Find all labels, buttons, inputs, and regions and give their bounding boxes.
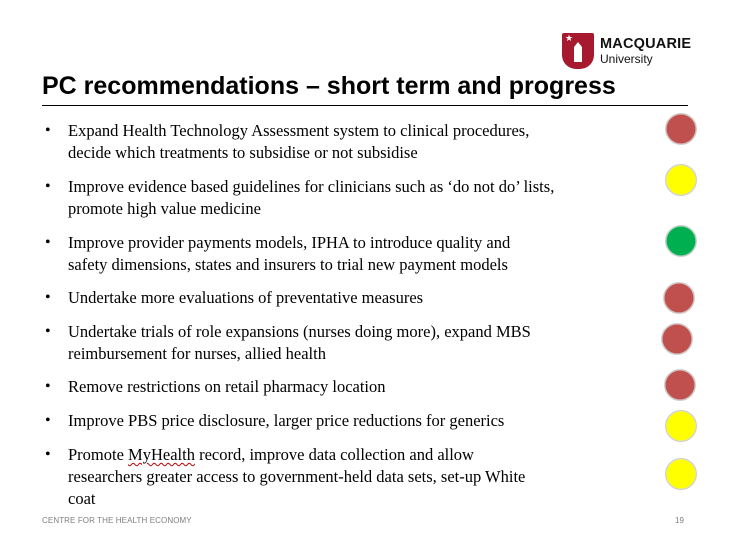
status-indicator-yellow [665,458,697,490]
recommendation-line: Undertake more evaluations of preventative measures [68,288,424,307]
slide-title: PC recommendations – short term and progress [42,72,616,100]
spellcheck-word: MyHealth [128,445,195,464]
recommendation-item [40,376,660,398]
recommendation-line [68,444,660,466]
recommendation-line: reimbursement for nurses, allied health [68,344,326,363]
bullet-icon: • [45,234,51,251]
bullet-icon: • [45,178,51,195]
recommendation-line: decide which treatments to subsidise or not subsidise [68,143,418,162]
recommendation-line-text: Promote MyHealth record, improve data collection and allow [68,445,474,464]
recommendation-line: Remove restrictions on retail pharmacy location [68,377,386,396]
logo-name: MACQUARIE [600,36,692,52]
recommendation-line: promote high value medicine [68,199,261,218]
status-indicator-yellow [665,164,697,196]
status-indicator-red [665,113,697,145]
recommendation-item [40,120,660,164]
bullet-icon: • [45,412,51,429]
recommendation-line: Improve PBS price disclosure, larger price reductions for generics [68,411,505,430]
bullet-icon: • [45,378,51,395]
status-indicator-red [664,369,696,401]
recommendation-item [40,287,660,309]
recommendation-item [40,444,660,510]
status-indicator-red [663,282,695,314]
recommendation-line: Expand Health Technology Assessment system to clinical procedures, [68,121,530,140]
shield-icon: ★ [562,33,594,69]
status-indicator-green [665,225,697,257]
bullet-icon: • [45,446,51,463]
recommendation-item [40,232,660,276]
macquarie-logo [562,33,702,69]
recommendation-item [40,321,660,365]
recommendation-line: Improve evidence based guidelines for clinicians such as ‘do not do’ lists, [68,177,555,196]
logo-subtitle: University [600,52,653,66]
recommendation-line: coat [68,489,96,508]
bullet-icon: • [45,122,51,139]
title-divider [42,105,688,106]
bullet-icon: • [45,323,51,340]
recommendation-line: Improve provider payments models, IPHA to introduce quality and [68,233,511,252]
status-indicator-red [661,323,693,355]
recommendation-line: Undertake trials of role expansions (nurses doing more), expand MBS [68,322,531,341]
recommendation-line: researchers greater access to government-held data sets, set-up White [68,467,526,486]
recommendation-item [40,176,660,220]
page-number: 19 [675,516,684,525]
status-indicator-yellow [665,410,697,442]
recommendation-item [40,410,660,432]
footer-organization: CENTRE FOR THE HEALTH ECONOMY [42,516,192,525]
bullet-icon: • [45,289,51,306]
recommendation-line: safety dimensions, states and insurers to trial new payment models [68,255,508,274]
